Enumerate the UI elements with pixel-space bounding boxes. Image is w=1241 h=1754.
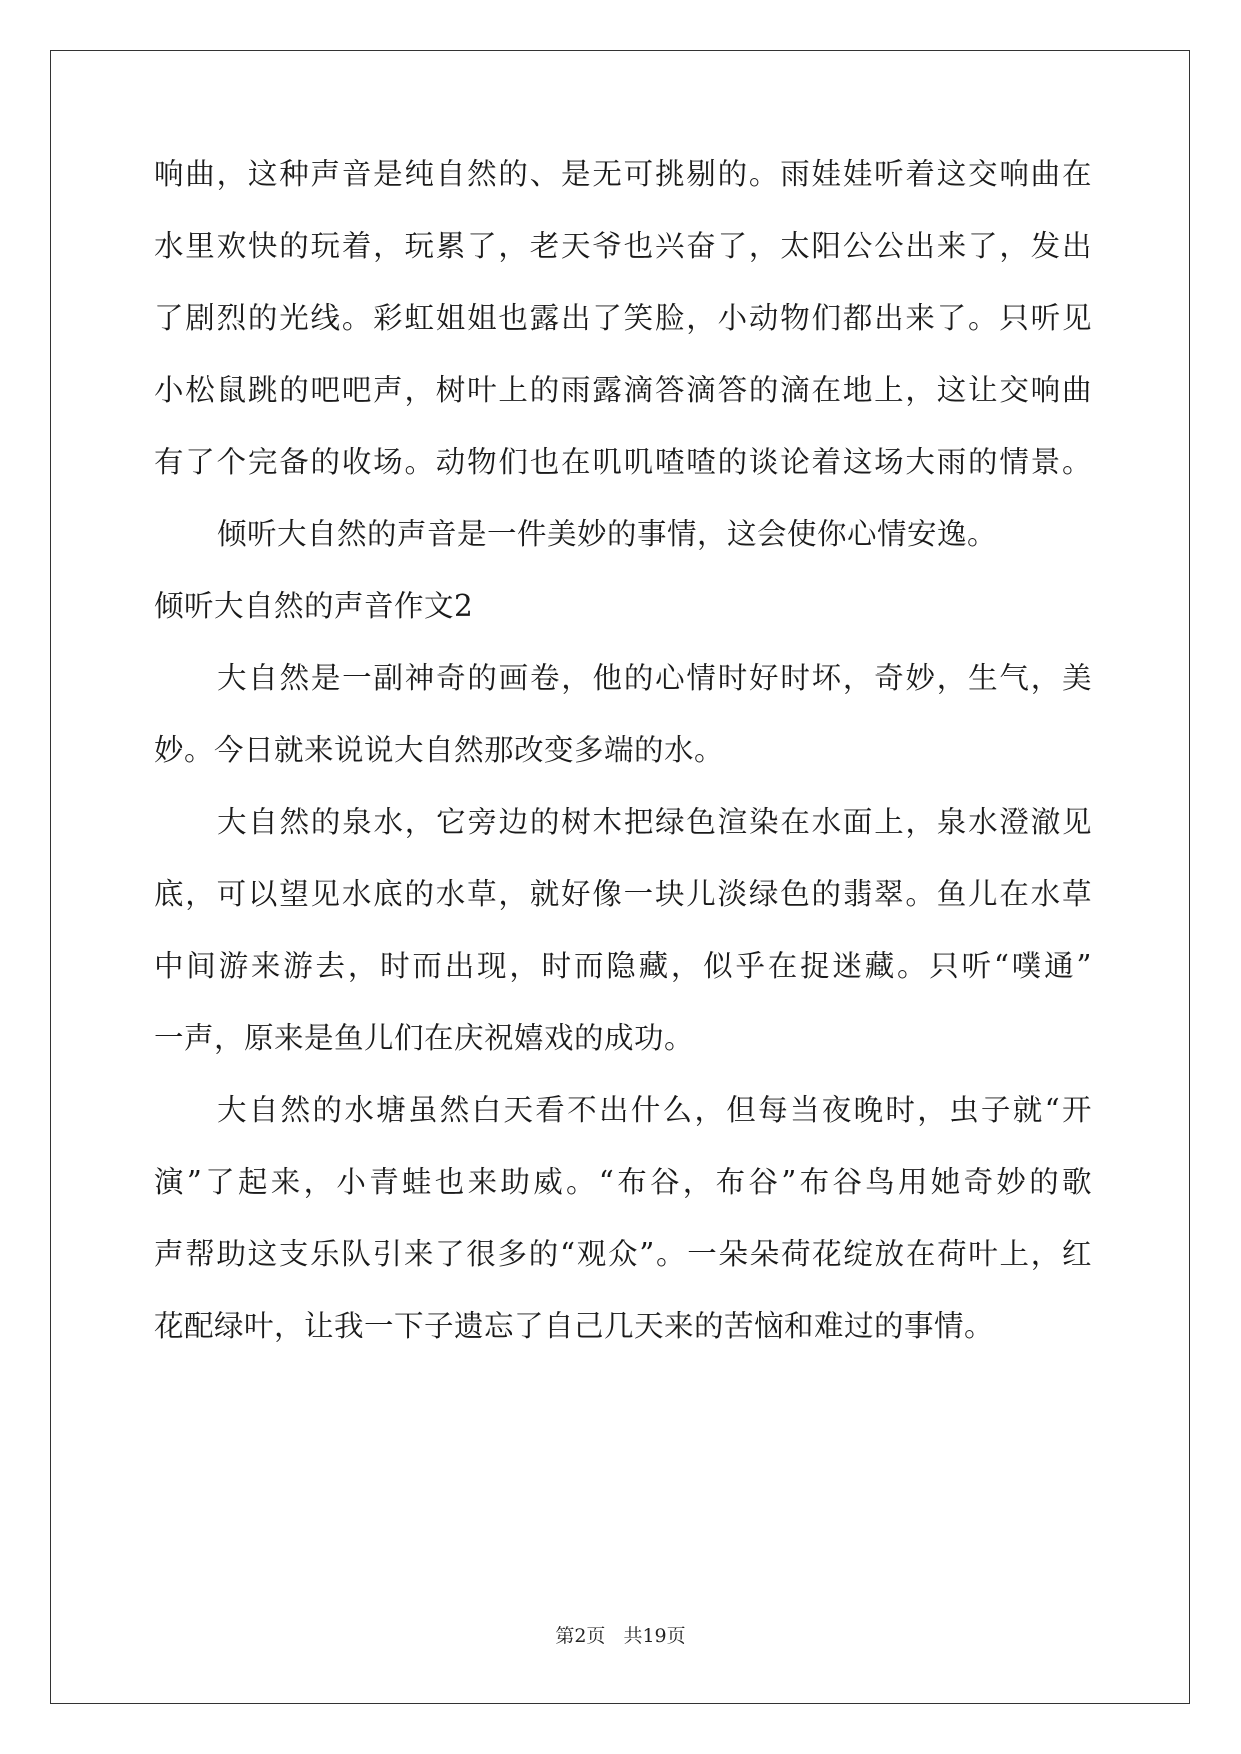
paragraph-line: 水里欢快的玩着，玩累了，老天爷也兴奋了，太阳公公出来了，发出 (154, 229, 1092, 263)
paragraph-line: 大自然的水塘虽然白天看不出什么，但每当夜晚时，虫子就“开 (217, 1093, 1092, 1127)
paragraph-line: 小松鼠跳的吧吧声，树叶上的雨露滴答滴答的滴在地上，这让交响曲 (154, 373, 1092, 407)
paragraph-line: 有了个完备的收场。动物们也在叽叽喳喳的谈论着这场大雨的情景。 (154, 445, 1092, 479)
page-number: 第2页 (555, 1625, 606, 1647)
paragraph-line: 花配绿叶，让我一下子遗忘了自己几天来的苦恼和难过的事情。 (154, 1309, 995, 1343)
page-footer (0, 1624, 1241, 1648)
paragraph-line: 底，可以望见水底的水草，就好像一块儿淡绿色的翡翠。鱼儿在水草 (154, 877, 1092, 911)
paragraph-line: 声帮助这支乐队引来了很多的“观众”。一朵朵荷花绽放在荷叶上，红 (154, 1237, 1092, 1271)
paragraph-line: 大自然的泉水，它旁边的树木把绿色渲染在水面上，泉水澄澈见 (217, 805, 1092, 839)
paragraph-line: 妙。今日就来说说大自然那改变多端的水。 (154, 733, 725, 767)
paragraph-line: 中间游来游去，时而出现，时而隐藏，似乎在捉迷藏。只听“噗通” (154, 949, 1092, 983)
paragraph-line: 大自然是一副神奇的画卷，他的心情时好时坏，奇妙，生气，美 (217, 661, 1092, 695)
paragraph-line: 倾听大自然的声音是一件美妙的事情，这会使你心情安逸。 (217, 517, 998, 551)
section-heading: 倾听大自然的声音作文2 (154, 589, 474, 623)
paragraph-line: 响曲，这种声音是纯自然的、是无可挑剔的。雨娃娃听着这交响曲在 (154, 157, 1092, 191)
paragraph-line: 了剧烈的光线。彩虹姐姐也露出了笑脸，小动物们都出来了。只听见 (154, 301, 1092, 335)
page-total: 共19页 (623, 1625, 686, 1647)
paragraph-line: 演”了起来，小青蛙也来助威。“布谷，布谷”布谷鸟用她奇妙的歌 (154, 1165, 1092, 1199)
paragraph-line: 一声，原来是鱼儿们在庆祝嬉戏的成功。 (154, 1021, 695, 1055)
